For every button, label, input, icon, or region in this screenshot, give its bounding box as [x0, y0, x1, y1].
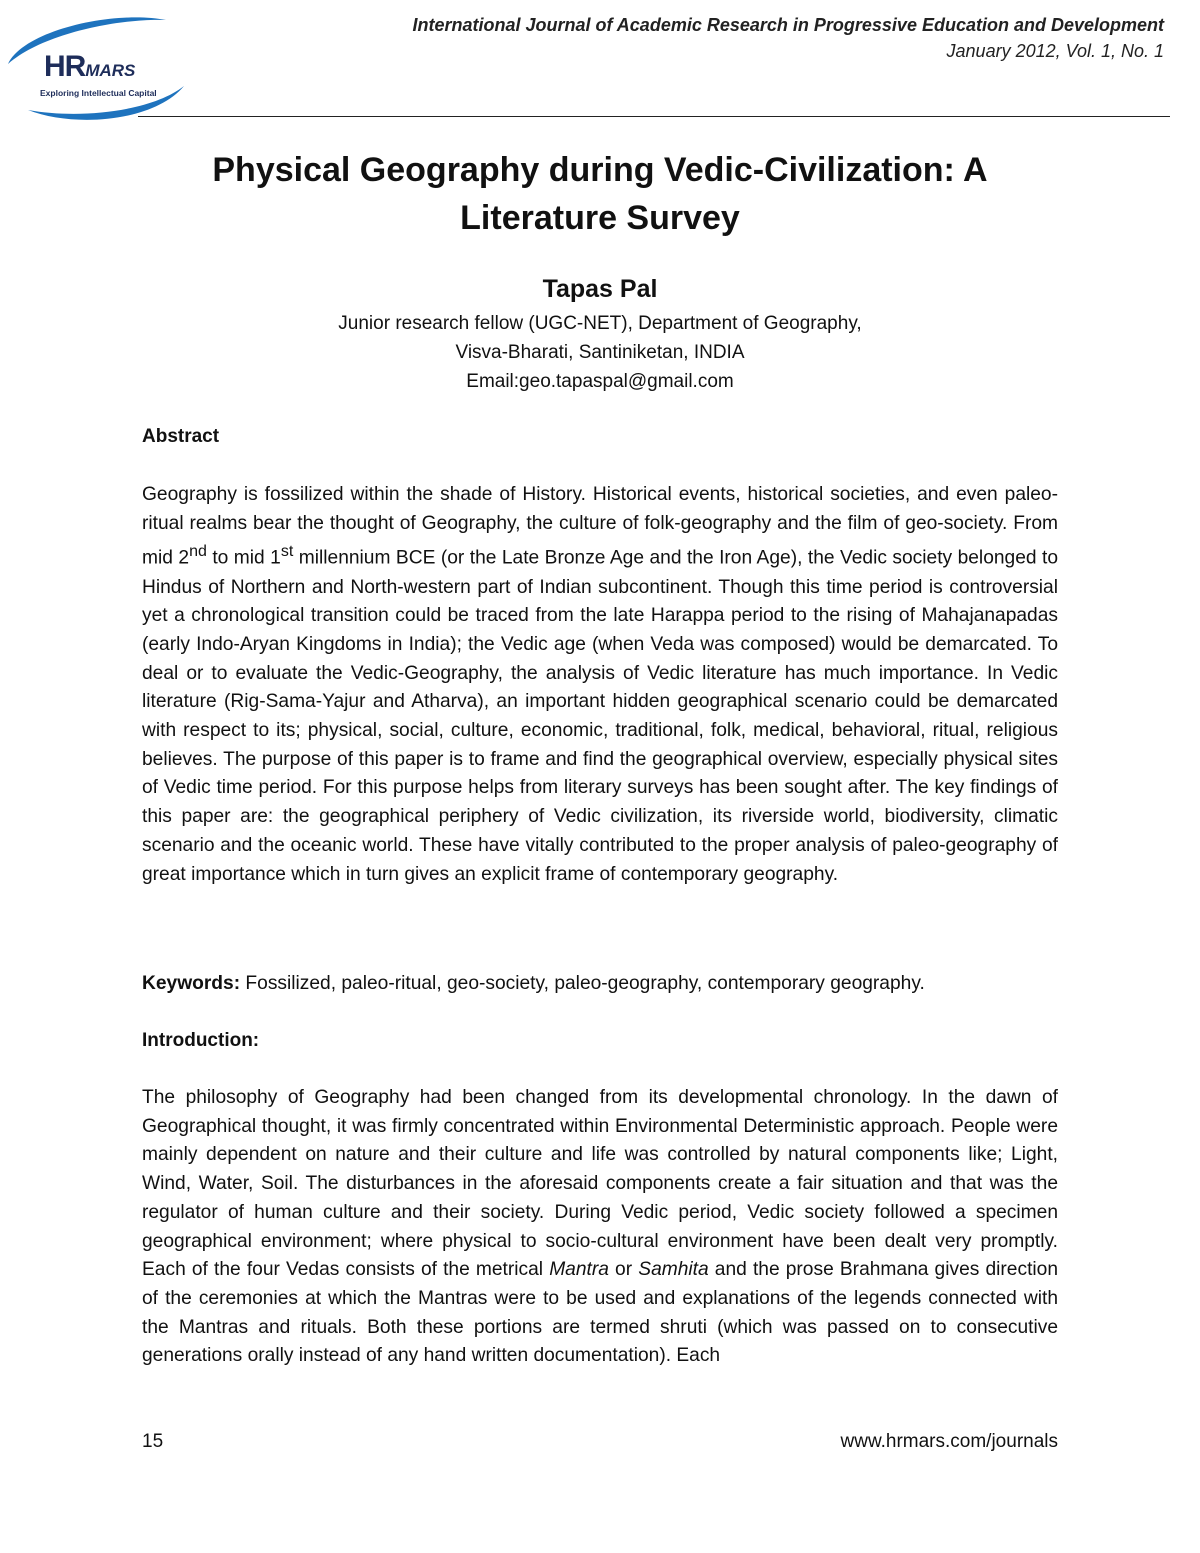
hrmars-logo	[4, 10, 186, 130]
page-number: 15	[142, 1431, 164, 1452]
paper-title: Physical Geography during Vedic-Civilization: A Literature Survey	[212, 151, 988, 237]
header-divider	[138, 116, 1170, 117]
logo-wordmark: HRMARS	[44, 50, 136, 83]
journal-header	[412, 12, 1164, 64]
logo-tagline: Exploring Intellectual Capital	[40, 88, 157, 98]
affiliation-line: Junior research fellow (UGC-NET), Department of Geography,	[338, 313, 862, 334]
journal-name: International Journal of Academic Research in Progressive Education and Development	[412, 15, 1164, 35]
abstract-heading: Abstract	[142, 426, 220, 447]
keywords-list: Fossilized, paleo-ritual, geo-society, paleo-geography, contemporary geography.	[240, 973, 925, 994]
abstract-paragraph: Geography is fossilized within the shade of History. Historical events, historical societies, and even paleo-ritual realms bear the thought of Geography, the culture of folk-geography and the film of geo-society. From mid 2nd to mid 1st millennium BCE (or the Late Bronze Age and the Iron Age), the Vedic society belonged to Hindus of Northern and North-western part of Indian subcontinent. Though this time period is controversial yet a chronological transition could be traced from the late Harappa period to the rising of Mahajanapadas (early Indo-Aryan Kingdoms in India); the Vedic age (when Veda was composed) would be demarcated. To deal or to evaluate the Vedic-Geography, the analysis of Vedic literature has much importance. In Vedic literature (Rig-Sama-Yajur and Atharva), an important hidden geographical scenario could be demarcated with respect to its; physical, social, culture, economic, traditional, folk, medical, behavioral, ritual, religious believes. The purpose of this paper is to frame and find the geographical overview, especially physical sites of Vedic time period. For this purpose helps from literary surveys has been sought after. The key findings of this paper are: the geographical periphery of Vedic civilization, its riverside world, biodiversity, climatic scenario and the oceanic world. These have vitally contributed to the proper analysis of paleo-geography of great importance which in turn gives an explicit frame of contemporary geography.	[142, 484, 1059, 885]
author-affiliation	[140, 309, 1060, 396]
keywords-label: Keywords:	[142, 973, 241, 994]
journal-url: www.hrmars.com/journals	[840, 1431, 1058, 1452]
affiliation-line: Visva-Bharati, Santiniketan, INDIA	[455, 342, 745, 363]
introduction-heading: Introduction:	[142, 1030, 260, 1051]
journal-issue: January 2012, Vol. 1, No. 1	[946, 41, 1164, 61]
keywords	[142, 970, 1058, 999]
author-name: Tapas Pal	[542, 275, 658, 303]
introduction-paragraph: The philosophy of Geography had been changed from its developmental chronology. In the dawn of Geographical thought, it was firmly concentrated within Environmental Deterministic approach. People were mainly dependent on nature and their culture and life was controlled by natural components like; Light, Wind, Water, Soil. The disturbances in the aforesaid components create a fair situation and that was the regulator of human culture and their society. During Vedic period, Vedic society followed a specimen geographical environment; where physical to socio-cultural environment have been dealt very promptly. Each of the four Vedas consists of the metrical Mantra or Samhita and the prose Brahmana gives direction of the ceremonies at which the Mantras were to be used and explanations of the legends connected with the Mantras and rituals. Both these portions are termed shruti (which was passed on to consecutive generations orally instead of any hand written documentation). Each	[142, 1087, 1059, 1367]
author-email: Email:geo.tapaspal@gmail.com	[466, 371, 734, 392]
